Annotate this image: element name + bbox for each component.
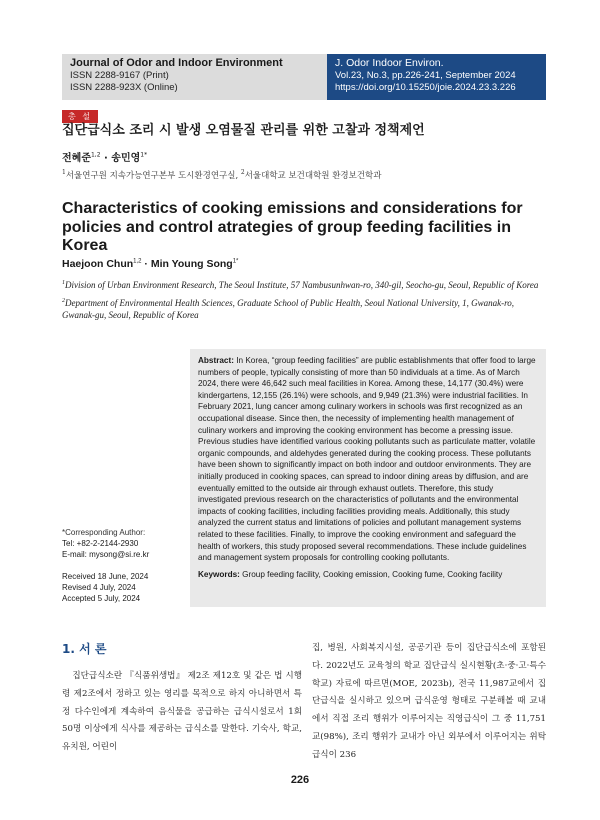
article-dates [62, 571, 182, 605]
korean-author-1: 전혜준 [62, 153, 91, 164]
english-affil-2-sup: 2 [62, 297, 65, 304]
english-title: Characteristics of cooking emissions and considerations for policies and control atrategies of group feeding facilities in Korea [62, 200, 523, 254]
accepted-date: Accepted 5 July, 2024 [62, 594, 141, 604]
korean-title: 집단급식소 조리 시 발생 오염물질 관리를 위한 고찰과 정책제언 [62, 123, 425, 138]
correspondence-block [62, 527, 182, 560]
corresponding-tel: Tel: +82-2-2144-2930 [62, 539, 139, 548]
section-title-introduction: 1. 서 론 [62, 642, 107, 656]
abstract-text: In Korea, “group feeding facilities” are public establishments that offer food to large numbers of people, typically consisting of more than 50 individuals at a time. As of March 2024, there were 46,642 such meal facilities in Korea. Among these, 14,177 (30.4%) were kindergartens, 12,155 (26.1%) were schools, and 9,949 (21.3%) were industrial facilities. In February 2021, lung cancer among culinary workers in schools was first recognized as an occupational disease. Since then, the necessity of implementing health management of culinary workers and improving the cooking environment has become a pressing issue. Previous studies have identified various cooking pollutants such as particulate matter, volatile organic compounds, and aldehydes generated during the cooking process. These pollutants have been shown to significantly impact on both indoor and outdoor environments. They are initially produced in cooking spaces, can spread to indoor dining areas by diffusion, and are eventually emitted to the outside air through exhaust outlets. Therefore, this study investigated previous research on the characteristics of pollutants and the environmental impacts of cooking facilities, including facilities providing meals. Additionally, this study analyzed the current status and limitations of policies and pollutant management systems related to these facilities. Finally, to improve the cooking environment and safeguard the health of workers, this study proposed several recommendations. These include guidelines and management system proposals for controlling cooking pollutants. [198, 356, 536, 563]
citation-block [327, 54, 546, 100]
english-authors [62, 258, 238, 270]
english-affil-2: Department of Environmental Health Sciences, Graduate School of Public Health, Seoul National University, 1, Gwanak-ro, Gwanak-gu, Seoul, Republic of Korea [62, 297, 515, 321]
corresponding-author-label: *Corresponding Author: [62, 528, 146, 537]
issn-online: ISSN 2288-923X (Online) [70, 82, 178, 93]
english-author-2: Min Young Song [150, 258, 233, 270]
english-author-1-sup: 1,2 [133, 258, 142, 265]
doi-link[interactable]: https://doi.org/10.15250/joie.2024.23.3.226 [335, 82, 516, 93]
issn-print: ISSN 2288-9167 (Print) [70, 70, 169, 81]
korean-authors [62, 149, 147, 164]
journal-name: Journal of Odor and Indoor Environment [70, 57, 283, 69]
english-affil-1-sup: 1 [62, 280, 65, 286]
english-affil-1-line [62, 277, 546, 292]
journal-info-block [62, 54, 327, 100]
english-affiliations [62, 277, 546, 325]
english-author-separator: · [141, 258, 151, 270]
revised-date: Revised 4 July, 2024 [62, 583, 136, 593]
body-column-right: 집, 병원, 사회복지시설, 공공기관 등이 집단급식소에 포함된다. 2022년도 교육청의 학교 집단급식 실시현황(초·중·고·특수학교) 자료에 따르면(MOE, 2023b), 전국 11,987교에서 집단급식을 실시하고 있으며 급식운영 형태로 구분해볼 때 교내에서 직접 조리 행위가 이루어지는 직영급식이 그 중 11,751교(98%), 조리 행위가 교내가 아닌 외부에서 이루어지는 위탁급식이 236 [312, 643, 546, 760]
journal-abbreviation: J. Odor Indoor Environ. [335, 57, 444, 69]
keywords [198, 569, 538, 580]
korean-affil-2: 서울대학교 보건대학원 환경보건학과 [244, 171, 382, 181]
body-column-left: 집단급식소란 『식품위생법』 제2조 제12호 및 같은 법 시행령 제2조에서 정하고 있는 영리를 목적으로 하지 아니하면서 특정 다수인에게 계속하여 음식물을 공급하는 급식시설로서 1회 50명 이상에게 식사를 제공하는 급식소를 말한다. 기숙사, 학교, 유치원, 어린이 [62, 671, 302, 753]
korean-author-2: 송민영 [111, 153, 141, 164]
english-affil-1: Division of Urban Environment Research, The Seoul Institute, 57 Nambusunhwan-ro, 340-gil, Seocho-gu, Seoul, Republic of Korea [65, 280, 539, 290]
article-type-badge: 총 설 [62, 110, 98, 123]
keywords-label: Keywords: [198, 569, 240, 579]
keywords-text: Group feeding facility, Cooking emission, Cooking fume, Cooking facility [239, 569, 503, 579]
korean-affil-1-sup: 1 [62, 169, 66, 177]
english-author-2-sup: 1* [232, 258, 239, 265]
korean-affiliations [62, 169, 546, 181]
english-author-1: Haejoon Chun [62, 258, 134, 270]
korean-affil-1: 서울연구원 지속가능연구본부 도시환경연구실, [65, 171, 241, 181]
journal-header [62, 54, 546, 100]
abstract [198, 355, 538, 564]
korean-author-1-sup: 1,2 [90, 151, 101, 159]
page-number: 226 [290, 774, 310, 786]
corresponding-email[interactable]: E-mail: mysong@si.re.kr [62, 550, 150, 559]
korean-author-separator: · [100, 153, 112, 164]
volume-info: Vol.23, No.3, pp.226-241, September 2024 [335, 70, 516, 81]
korean-affil-2-sup: 2 [240, 169, 245, 177]
abstract-label: Abstract: [198, 356, 234, 365]
english-affil-2-line [62, 295, 546, 322]
korean-author-2-sup: 1* [140, 151, 148, 159]
abstract-box [190, 349, 546, 607]
received-date: Received 18 June, 2024 [62, 572, 149, 581]
